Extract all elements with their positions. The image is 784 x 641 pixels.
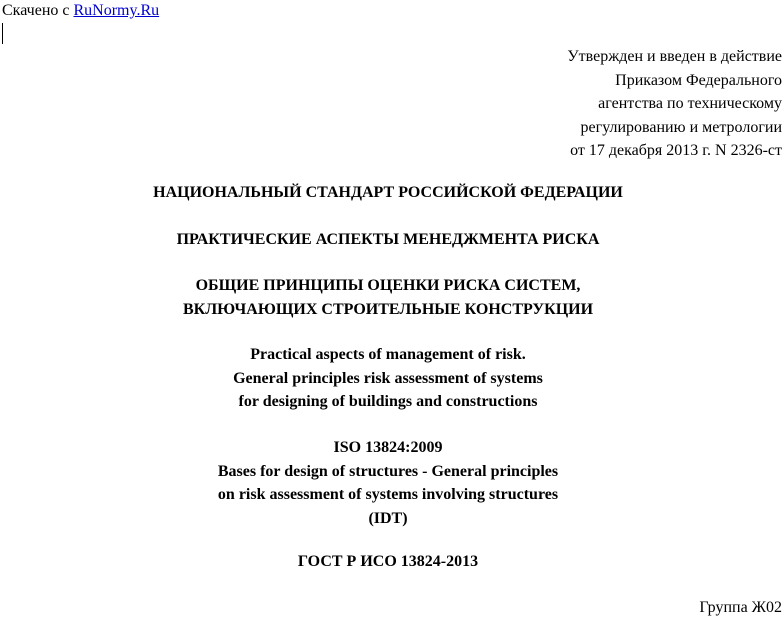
- source-prefix: Скачено с: [2, 2, 74, 19]
- iso-equivalence: (IDT): [368, 509, 408, 527]
- approval-block: [567, 45, 782, 163]
- iso-title-line: on risk assessment of systems involving structures: [217, 486, 559, 503]
- approval-line: агентства по техническому: [598, 95, 782, 112]
- english-title-line: Practical aspects of management of risk.: [250, 346, 526, 363]
- approval-line: Утвержден и введен в действие: [567, 48, 782, 65]
- source-line: [2, 2, 159, 20]
- iso-block: [0, 436, 780, 530]
- standard-title: [0, 181, 780, 205]
- gost-number: [0, 550, 780, 574]
- approval-line: регулированию и метрологии: [580, 118, 782, 136]
- iso-number: ISO 13824:2009: [333, 439, 443, 456]
- main-title-line: ВКЛЮЧАЮЩИХ СТРОИТЕЛЬНЫЕ КОНСТРУКЦИИ: [182, 300, 594, 318]
- group-label: Группа Ж02: [699, 599, 782, 616]
- series-title-text: ПРАКТИЧЕСКИЕ АСПЕКТЫ МЕНЕДЖМЕНТА РИСКА: [176, 231, 600, 248]
- english-title-line: General principles risk assessment of systems: [233, 369, 543, 387]
- standard-title-text: НАЦИОНАЛЬНЫЙ СТАНДАРТ РОССИЙСКОЙ ФЕДЕРАЦИИ: [153, 184, 623, 201]
- source-link[interactable]: RuNormy.Ru: [73, 2, 160, 19]
- approval-line: от 17 декабря 2013 г. N 2326-ст: [570, 142, 782, 159]
- english-title: [0, 343, 780, 414]
- english-title-line: for designing of buildings and constructions: [238, 393, 538, 410]
- iso-title-line: Bases for design of structures - General principles: [217, 462, 559, 480]
- approval-line: Приказом Федерального: [615, 71, 782, 89]
- main-title: [0, 274, 780, 321]
- text-cursor: [2, 23, 3, 44]
- main-title-line: ОБЩИЕ ПРИНЦИПЫ ОЦЕНКИ РИСКА СИСТЕМ,: [195, 277, 581, 294]
- series-title: [0, 228, 780, 252]
- gost-number-text: ГОСТ Р ИСО 13824-2013: [297, 553, 479, 570]
